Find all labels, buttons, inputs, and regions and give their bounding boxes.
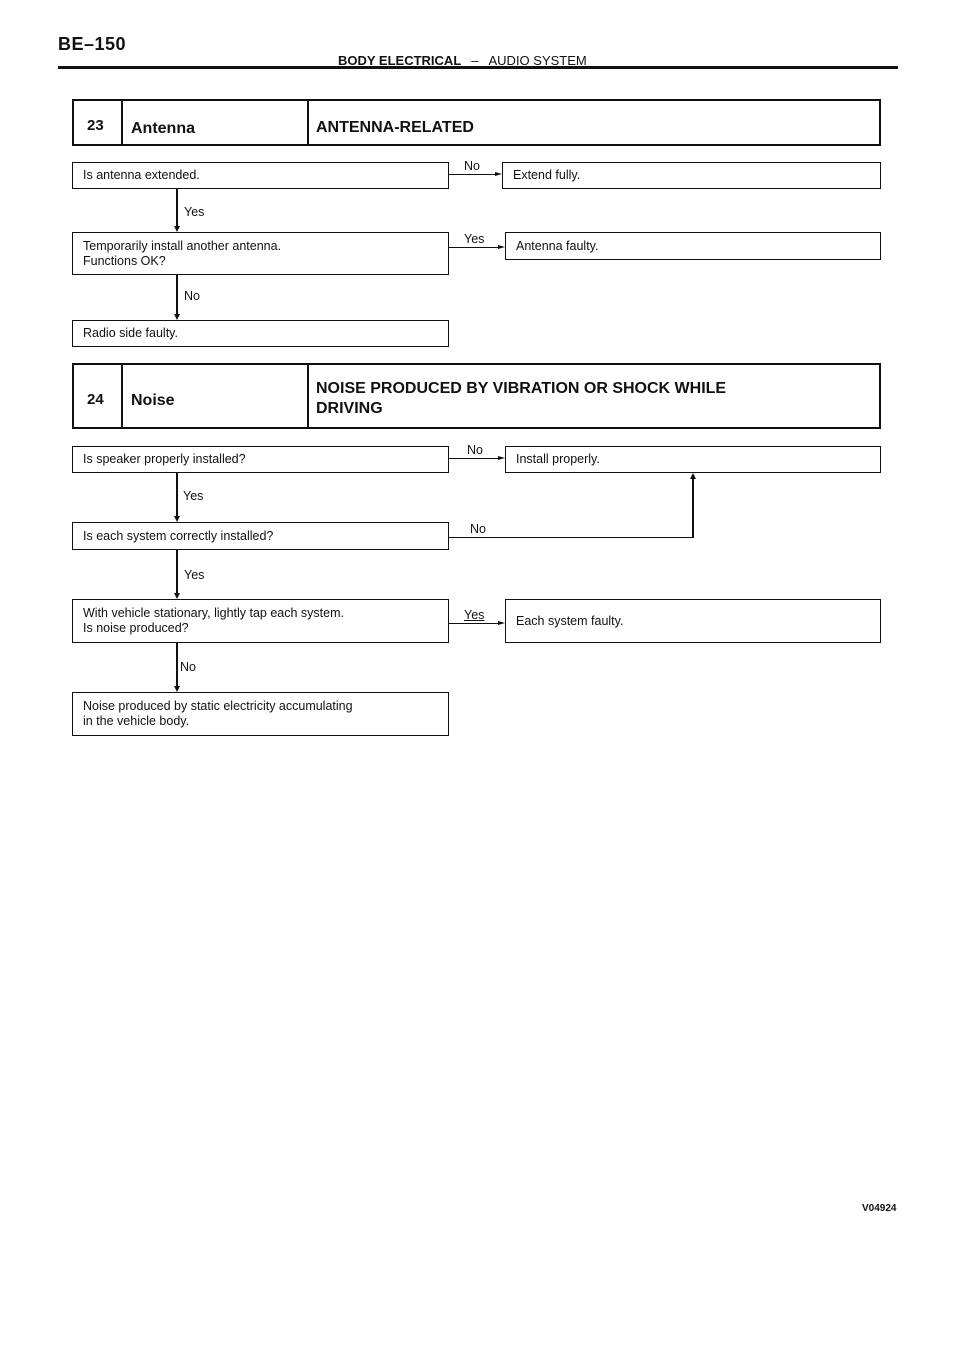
each-system-faulty-action [505, 599, 881, 643]
header-subsection: AUDIO SYSTEM [488, 53, 587, 68]
header-separator: – [471, 53, 479, 68]
branch-label-yes: Yes [184, 205, 205, 219]
no-connector-line [176, 275, 178, 315]
section-23-title: ANTENNA-RELATED [316, 119, 474, 136]
install-another-antenna-line2: Functions OK? [83, 253, 166, 268]
arrow-right-icon [498, 621, 505, 625]
yes-connector-line [176, 550, 178, 594]
yes-connector-line [176, 473, 178, 517]
branch-label-yes: Yes [184, 568, 205, 582]
antenna-extended-question-text: Is antenna extended. [83, 168, 200, 182]
figure-code: V04924 [862, 1203, 897, 1214]
install-properly-action-text: Install properly. [516, 452, 600, 466]
page-number: BE–150 [58, 34, 127, 54]
arrow-right-icon [495, 172, 502, 176]
section-23-name: Antenna [123, 101, 309, 144]
static-electricity-result [72, 692, 449, 736]
no-connector-line [449, 537, 693, 538]
install-properly-action [505, 446, 881, 473]
yes-connector-line [176, 189, 178, 227]
extend-fully-action [502, 162, 881, 189]
section-23-number: 23 [74, 101, 123, 144]
tap-system-question [72, 599, 449, 643]
branch-label-yes: Yes [464, 608, 485, 622]
radio-side-faulty-text: Radio side faulty. [83, 326, 178, 340]
antenna-faulty-action-text: Antenna faulty. [516, 238, 599, 253]
arrow-right-icon [498, 245, 505, 249]
yes-connector-line [449, 623, 500, 624]
section-24-title [316, 379, 726, 419]
no-connector-line [449, 174, 497, 175]
speaker-installed-question-text: Is speaker properly installed? [83, 452, 246, 466]
section-24-name: Noise [123, 365, 309, 427]
extend-fully-action-text: Extend fully. [513, 168, 581, 182]
branch-label-no: No [184, 289, 200, 303]
section-24-header [72, 363, 881, 429]
each-system-faulty-action-text: Each system faulty. [516, 613, 624, 628]
branch-label-yes: Yes [183, 489, 204, 503]
speaker-installed-question [72, 446, 449, 473]
header-rule [58, 66, 898, 69]
section-24-title-line2: DRIVING [316, 400, 383, 417]
system-installed-question [72, 522, 449, 550]
antenna-extended-question [72, 162, 449, 189]
arrow-up-icon [690, 473, 696, 479]
section-24-title-line1: NOISE PRODUCED BY VIBRATION OR SHOCK WHILE [316, 380, 727, 397]
no-connector-line [176, 643, 178, 687]
section-23-header [72, 99, 881, 146]
arrow-right-icon [498, 456, 505, 460]
tap-system-question-line1: With vehicle stationary, lightly tap each system. [83, 606, 344, 620]
install-another-antenna-question [72, 232, 449, 275]
branch-label-no: No [467, 443, 483, 457]
yes-connector-line [449, 247, 500, 248]
static-electricity-line1: Noise produced by static electricity accumulating [83, 699, 353, 713]
header-section: BODY ELECTRICAL [338, 53, 462, 68]
system-installed-question-text: Is each system correctly installed? [83, 528, 274, 543]
branch-label-no: No [470, 522, 486, 536]
branch-label-no: No [464, 159, 480, 173]
branch-label-yes: Yes [464, 232, 485, 246]
tap-system-question-line2: Is noise produced? [83, 621, 189, 635]
branch-label-no: No [180, 660, 196, 674]
section-24-number: 24 [74, 365, 123, 427]
no-return-line [692, 479, 694, 538]
install-another-antenna-line1: Temporarily install another antenna. [83, 238, 282, 253]
radio-side-faulty-result [72, 320, 449, 347]
antenna-faulty-action [505, 232, 881, 260]
no-connector-line [449, 458, 500, 459]
static-electricity-line2: in the vehicle body. [83, 714, 190, 728]
